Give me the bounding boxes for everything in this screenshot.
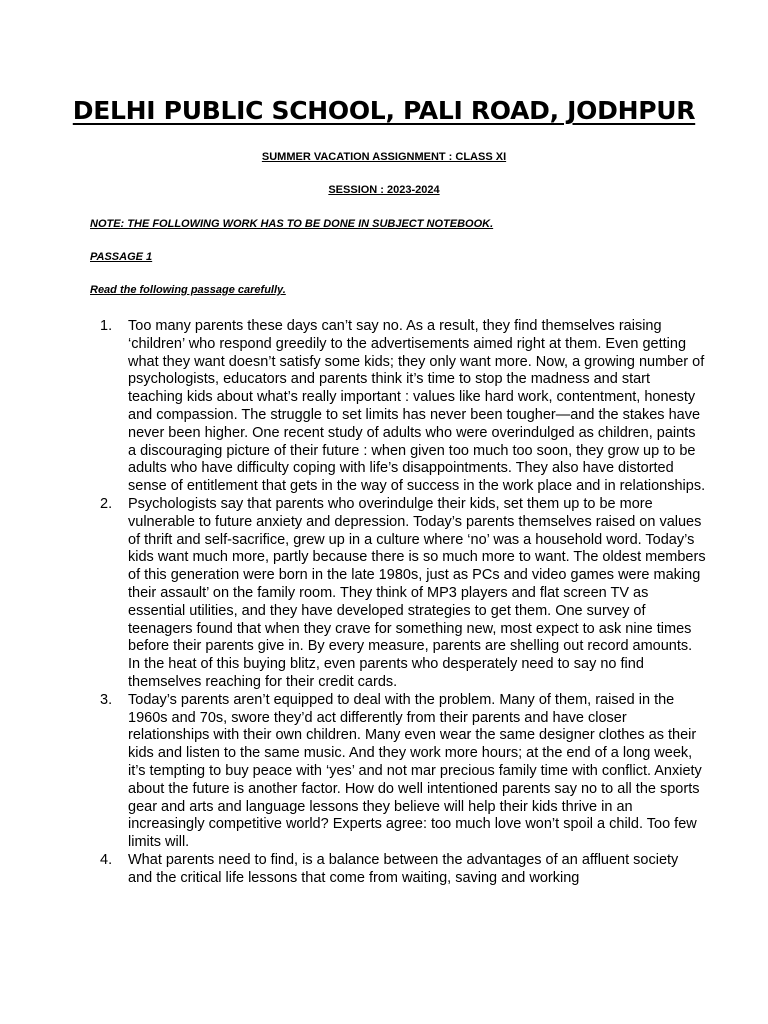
passage-paragraph [100,495,706,692]
passage-paragraph [100,318,706,496]
read-instruction: Read the following passage carefully. [90,284,286,296]
school-title: DELHI PUBLIC SCHOOL, PALI ROAD, JODHPUR [72,96,696,125]
assignment-heading: SUMMER VACATION ASSIGNMENT : CLASS XI [261,151,507,163]
paragraph-number: 1. [100,318,113,334]
paragraph-number: 4. [100,851,113,868]
paragraph-text: Psychologists say that parents who overindulge their kids, set them up to be more vulnerable to future anxiety and depression. Today’s parents themselves raised on values of thrift and self-sacrifice, grew up in a culture where ‘no’ was a household word. Today’s kids want much more, partly because there is so much more to want. The oldest members of this generation were born in the late 1980s, just as PCs and video games were making their assault’ on the family room. They think of MP3 players and flat screen TV as essential utilities, and they have developed strategies to get them. One survey of teenagers found that when they crave for something new, most expect to ask nine times before their parents give in. By every measure, parents are shelling out record amounts. In the heat of this buying blitz, even parents who desperately need to say no find themselves reaching for their credit cards. [128,495,706,690]
session-heading: SESSION : 2023-2024 [328,184,440,196]
passage-paragraph [100,851,706,888]
passage-paragraph [100,691,706,852]
passage-list [100,318,706,888]
paragraph-number: 2. [100,495,113,512]
paragraph-text: Too many parents these days can’t say no. As a result, they find themselves raising ‘children’ who respond greedily to the advertisements aimed right at them. Even getting what they want doesn’t satisfy some kids; they only want more. Now, a growing number of psychologists, educators and parents think it’s time to stop the madness and start teaching kids about what’s really important : values like hard work, contentment, honesty and compassion. The struggle to set limits has never been tougher—and the stakes have never been higher. One recent study of adults who were overindulged as children, paints a discouraging picture of their future : when given too much too soon, they grow up to be adults who have difficulty coping with life’s disappointments. They also have distorted sense of entitlement that gets in the way of success in the work place and in relationships. [128,318,706,495]
paragraph-text: Today’s parents aren’t equipped to deal with the problem. Many of them, raised in the 1960s and 70s, swore they’d act differently from their parents and have closer relationships with their own children. Many even wear the same designer clothes as their kids and listen to the same music. And they work more hours; at the end of a long week, it’s tempting to buy peace with ‘yes’ and not mar precious family time with conflict. Anxiety about the future is another factor. How do well intentioned parents say no to all the sports gear and arts and language lessons they believe will help their kids thrive in an increasingly competitive world? Experts agree: too much love won’t spoil a child. Too few limits will. [128,691,702,851]
paragraph-text: What parents need to find, is a balance between the advantages of an affluent society and the critical life lessons that come from waiting, saving and working [128,851,679,886]
paragraph-number: 3. [100,691,113,708]
passage-label: PASSAGE 1 [90,251,153,263]
notebook-note: NOTE: THE FOLLOWING WORK HAS TO BE DONE IN SUBJECT NOTEBOOK. [90,218,494,230]
